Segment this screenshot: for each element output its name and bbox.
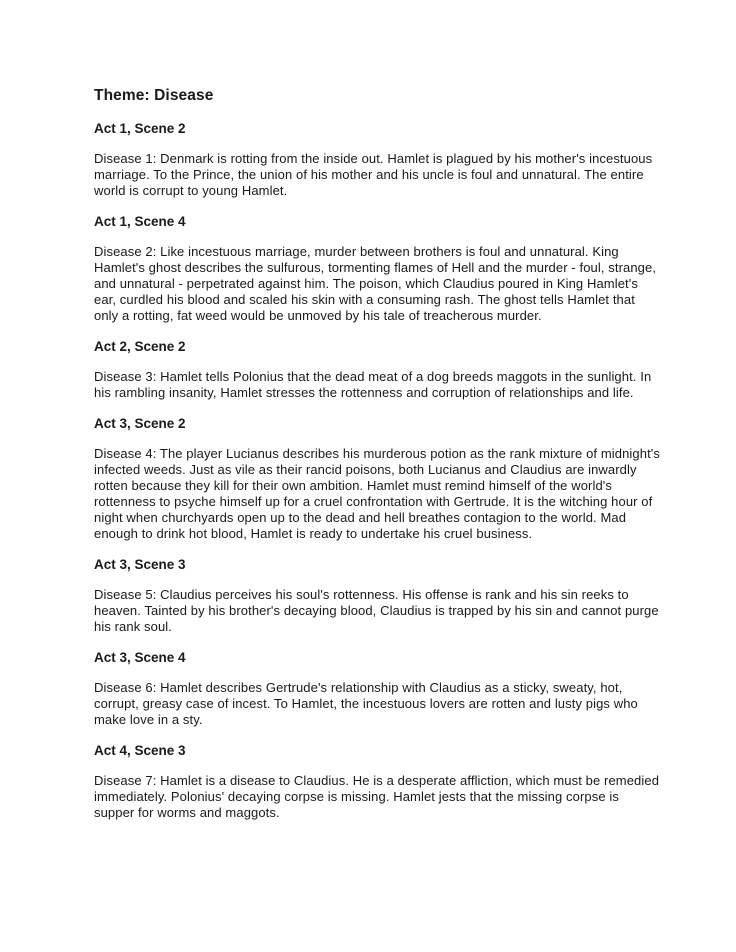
document-title: Theme: Disease xyxy=(94,87,214,104)
scene-section xyxy=(94,214,660,324)
disease-paragraph: Disease 7: Hamlet is a disease to Claudius. He is a desperate affliction, which must be remedied immediately. Polonius' decaying corpse is missing. Hamlet jests that the missing corpse is supper for worms and maggots. xyxy=(94,773,660,820)
scene-heading: Act 1, Scene 2 xyxy=(94,121,186,136)
scene-heading: Act 4, Scene 3 xyxy=(94,743,186,758)
disease-paragraph: Disease 5: Claudius perceives his soul's rottenness. His offense is rank and his sin reeks to heaven. Tainted by his brother's decaying blood, Claudius is trapped by his sin and cannot purge his rank soul. xyxy=(94,587,659,634)
scene-heading: Act 2, Scene 2 xyxy=(94,339,186,354)
scene-section xyxy=(94,416,660,542)
scene-heading: Act 3, Scene 4 xyxy=(94,650,186,665)
document-content xyxy=(94,87,660,836)
scene-section xyxy=(94,743,660,821)
disease-paragraph: Disease 4: The player Lucianus describes his murderous potion as the rank mixture of midnight's infected weeds. Just as vile as their rancid poisons, both Lucianus and Claudius are inwardly rotten because they kill for their own ambition. Hamlet must remind himself of the world's rottenness to psyche himself up for a cruel confrontation with Gertrude. It is the witching hour of night when churchyards open up to the dead and hell breathes contagion to the world. Mad enough to drink hot blood, Hamlet is ready to undertake his cruel business. xyxy=(94,446,660,541)
scene-section xyxy=(94,650,660,728)
disease-paragraph: Disease 1: Denmark is rotting from the inside out. Hamlet is plagued by his mother's incestuous marriage. To the Prince, the union of his mother and his uncle is foul and unnatural. The entire world is corrupt to young Hamlet. xyxy=(94,151,653,198)
scene-section xyxy=(94,121,660,199)
scene-heading: Act 1, Scene 4 xyxy=(94,214,186,229)
scene-section xyxy=(94,339,660,401)
disease-paragraph: Disease 3: Hamlet tells Polonius that the dead meat of a dog breeds maggots in the sunlight. In his rambling insanity, Hamlet stresses the rottenness and corruption of relationships and life. xyxy=(94,369,652,400)
scene-heading: Act 3, Scene 2 xyxy=(94,416,186,431)
scene-heading: Act 3, Scene 3 xyxy=(94,557,186,572)
disease-paragraph: Disease 2: Like incestuous marriage, murder between brothers is foul and unnatural. King Hamlet's ghost describes the sulfurous, tormenting flames of Hell and the murder - foul, strange, and unnatural - perpetrated against him. The poison, which Claudius poured in King Hamlet's ear, curdled his blood and scaled his skin with a consuming rash. The ghost tells Hamlet that only a rotting, fat weed would be unmoved by his tale of treacherous murder. xyxy=(94,244,657,323)
disease-paragraph: Disease 6: Hamlet describes Gertrude's relationship with Claudius as a sticky, sweaty, hot, corrupt, greasy case of incest. To Hamlet, the incestuous lovers are rotten and lusty pigs who make love in a sty. xyxy=(94,680,638,727)
scene-section xyxy=(94,557,660,635)
